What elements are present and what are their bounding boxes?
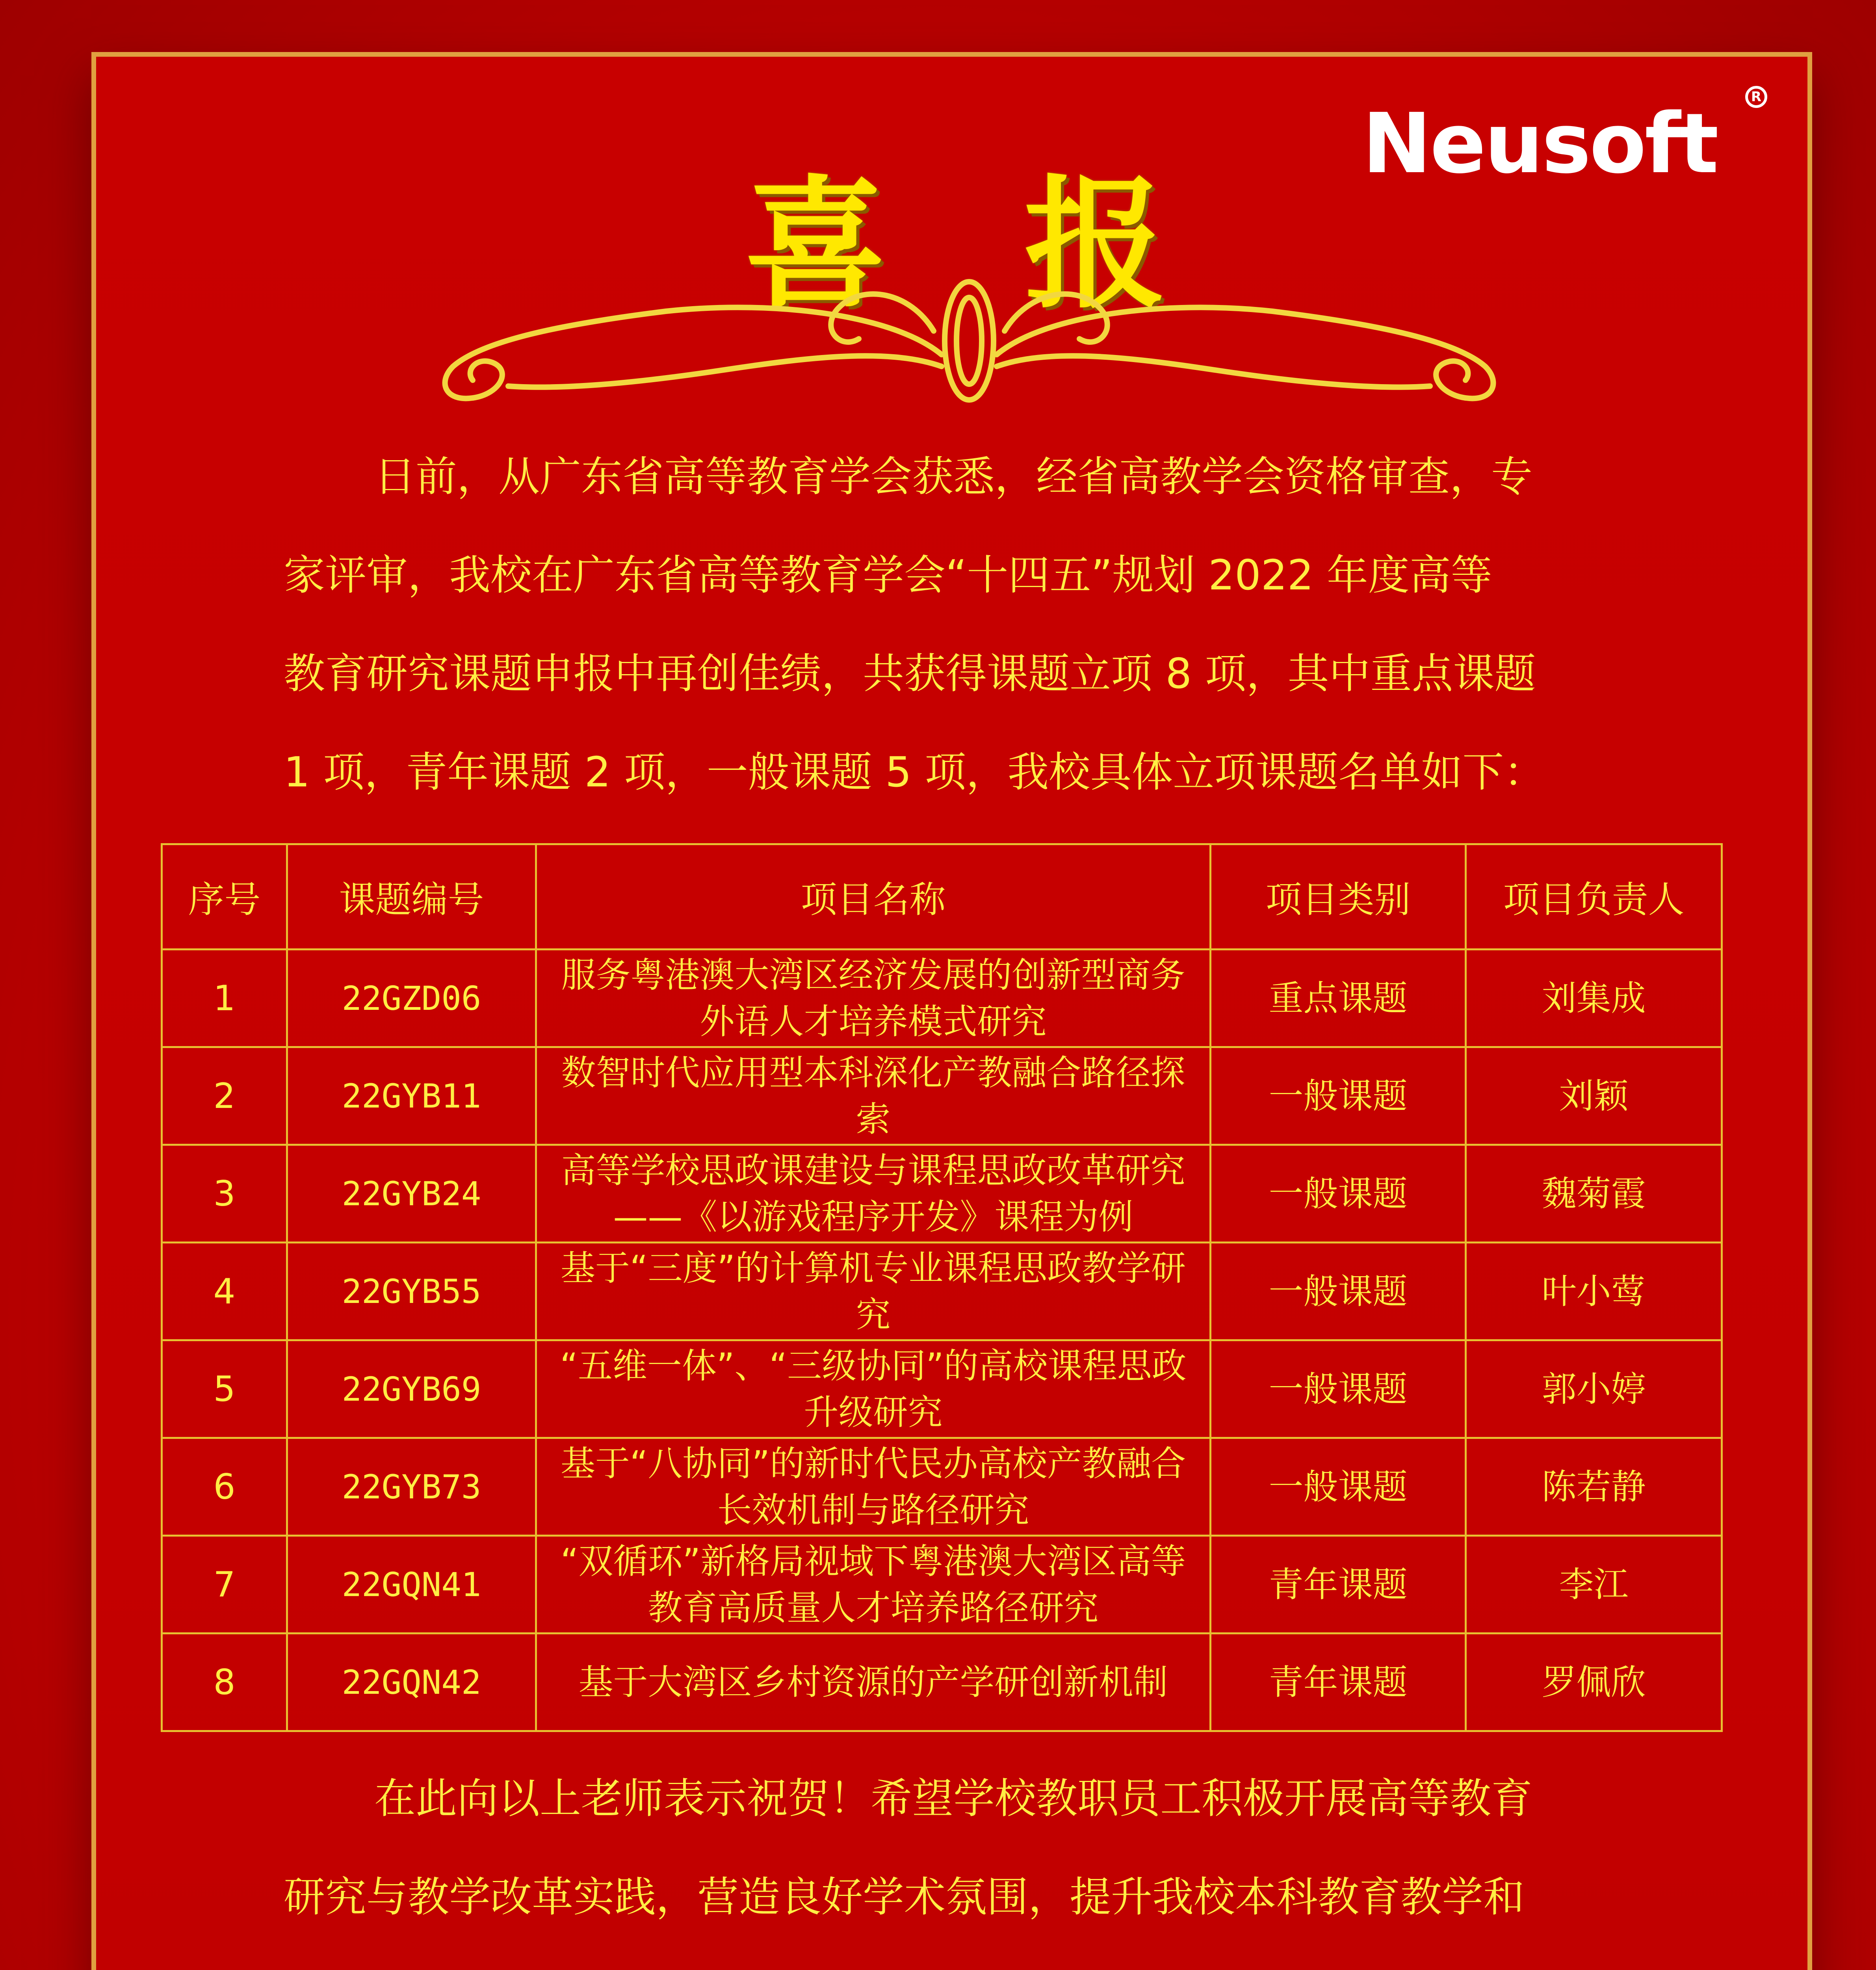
table-row — [162, 1634, 1722, 1731]
row-category: 一般课题 — [1211, 1145, 1466, 1243]
closing-line-3 — [284, 1946, 1596, 1970]
row-category: 重点课题 — [1211, 950, 1466, 1047]
table-row — [162, 1438, 1722, 1536]
row-no: 4 — [162, 1243, 287, 1340]
header-leader: 项目负责人 — [1466, 844, 1722, 950]
row-code: 22GQN42 — [287, 1634, 536, 1731]
row-name: 基于“三度”的计算机专业课程思政教学研究 — [536, 1243, 1211, 1340]
row-name: “双循环”新格局视域下粤港澳大湾区高等教育高质量人才培养路径研究 — [536, 1536, 1211, 1634]
title-char-bao: 报 — [1024, 161, 1166, 327]
row-code: 22GYB69 — [287, 1340, 536, 1438]
row-name: 高等学校思政课建设与课程思政改革研究——《以游戏程序开发》课程为例 — [536, 1145, 1211, 1243]
table-row — [162, 1340, 1722, 1438]
intro-line-1 — [284, 427, 1596, 526]
row-leader: 罗佩欣 — [1466, 1634, 1722, 1731]
row-category: 一般课题 — [1211, 1340, 1466, 1438]
row-leader: 刘颖 — [1466, 1047, 1722, 1145]
table-row — [162, 1243, 1722, 1340]
row-leader: 郭小婷 — [1466, 1340, 1722, 1438]
row-leader: 魏菊霞 — [1466, 1145, 1722, 1243]
row-name: 基于大湾区乡村资源的产学研创新机制 — [536, 1634, 1211, 1731]
row-code: 22GYB11 — [287, 1047, 536, 1145]
header-no: 序号 — [162, 844, 287, 950]
row-name: 数智时代应用型本科深化产教融合路径探索 — [536, 1047, 1211, 1145]
row-category: 一般课题 — [1211, 1047, 1466, 1145]
row-leader: 刘集成 — [1466, 950, 1722, 1047]
closing-line-1 — [284, 1749, 1596, 1848]
row-category: 一般课题 — [1211, 1438, 1466, 1536]
row-no: 6 — [162, 1438, 287, 1536]
table-row — [162, 1047, 1722, 1145]
row-no: 7 — [162, 1536, 287, 1634]
row-no: 5 — [162, 1340, 287, 1438]
row-code: 22GQN41 — [287, 1536, 536, 1634]
row-code: 22GYB55 — [287, 1243, 536, 1340]
row-category: 青年课题 — [1211, 1634, 1466, 1731]
intro-line-3: 教育研究课题申报中再创佳绩，共获得课题立项 8 项，其中重点课题 — [284, 650, 1536, 698]
intro-line-4: 1 项，青年课题 2 项，一般课题 5 项，我校具体立项课题名单如下： — [284, 748, 1545, 796]
row-no: 8 — [162, 1634, 287, 1731]
row-leader: 李江 — [1466, 1536, 1722, 1634]
row-leader: 叶小莺 — [1466, 1243, 1722, 1340]
grants-table — [161, 843, 1723, 1732]
row-category: 一般课题 — [1211, 1243, 1466, 1340]
closing-line-2: 研究与教学改革实践，营造良好学术氛围，提升我校本科教育教学和 — [284, 1873, 1525, 1921]
intro-line-2: 家评审，我校在广东省高等教育学会“十四五”规划 2022 年度高等 — [284, 551, 1492, 599]
row-leader: 陈若静 — [1466, 1438, 1722, 1536]
row-code: 22GYB73 — [287, 1438, 536, 1536]
row-code: 22GZD06 — [287, 950, 536, 1047]
table-row — [162, 1145, 1722, 1243]
row-no: 3 — [162, 1145, 287, 1243]
scroll-ornament-icon — [422, 268, 1517, 414]
row-category: 青年课题 — [1211, 1536, 1466, 1634]
table-header-row — [162, 844, 1722, 950]
header-category: 项目类别 — [1211, 844, 1466, 950]
row-no: 2 — [162, 1047, 287, 1145]
row-no: 1 — [162, 950, 287, 1047]
neusoft-logo: Neusoft — [1362, 95, 1717, 192]
header-name: 项目名称 — [536, 844, 1211, 950]
row-name: 基于“八协同”的新时代民办高校产教融合长效机制与路径研究 — [536, 1438, 1211, 1536]
header-code: 课题编号 — [287, 844, 536, 950]
intro-line-1-text: 日前，从广东省高等教育学会获悉，经省高教学会资格审查，专 — [374, 453, 1533, 501]
registered-mark-icon: R — [1745, 86, 1767, 108]
closing-line-1-text: 在此向以上老师表示祝贺！希望学校教职员工积极开展高等教育 — [374, 1775, 1533, 1823]
table-row — [162, 1536, 1722, 1634]
row-name: “五维一体”、“三级协同”的高校课程思政升级研究 — [536, 1340, 1211, 1438]
table-row — [162, 950, 1722, 1047]
row-code: 22GYB24 — [287, 1145, 536, 1243]
row-name: 服务粤港澳大湾区经济发展的创新型商务外语人才培养模式研究 — [536, 950, 1211, 1047]
title-char-xi: 喜 — [745, 161, 886, 327]
